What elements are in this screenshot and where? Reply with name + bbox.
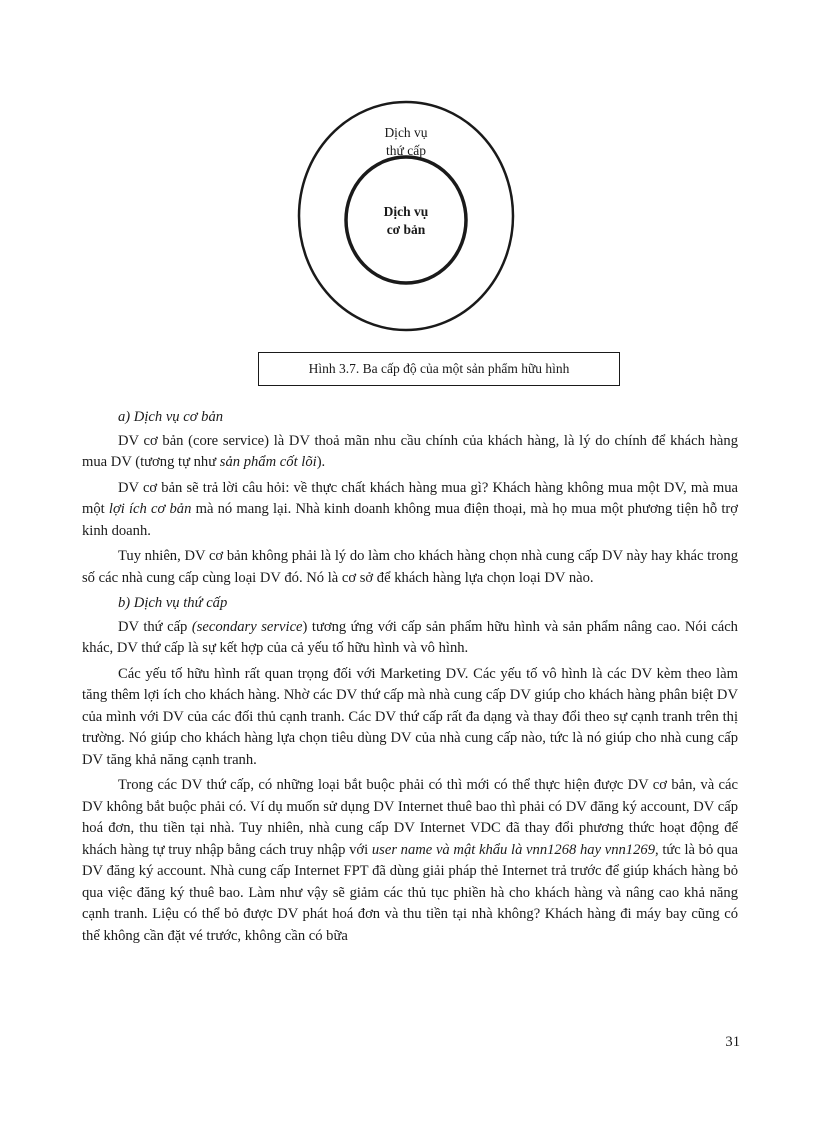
inner-label-line1: Dịch vụ (383, 204, 429, 219)
body-text (82, 407, 738, 951)
inner-label-line2: cơ bản (386, 222, 426, 237)
section-b-paragraph-3: Trong các DV thứ cấp, có những loại bắt buộc phải có thì mới có thể thực hiện được DV cơ bản, và các DV không bắt buộc phải có. Ví dụ muốn sử dụng DV Internet thuê bao thì phải có DV đăng ký account, DV cấp hoá đơn, thu tiền tại nhà. Tuy nhiên, nhà cung cấp DV Internet VDC đã thay đổi phương thức hoạt động để khách hàng tự truy nhập bằng cách truy nhập với user name và mật khẩu là vnn1268 hay vnn1269, tức là bỏ qua DV đăng ký account. Nhà cung cấp Internet FPT đã dùng giải pháp thẻ Internet trả trước để giúp khách hàng bỏ qua việc đăng ký thuê bao. Làm như vậy sẽ giảm các thủ tục phiền hà cho khách hàng và nâng cao khả năng cạnh tranh. Liệu có thể bỏ được DV phát hoá đơn và thu tiền tại nhà không? Khách hàng đi máy bay cũng có thể không cần đặt vé trước, không cần có bữa (82, 777, 738, 944)
service-levels-diagram (297, 100, 515, 332)
section-b-paragraph-1: DV thứ cấp (secondary service) tương ứng với cấp sản phẩm hữu hình và sản phẩm nâng cao. Nói cách khác, DV thứ cấp là sự kết hợp của cả yếu tố hữu hình và vô hình. (82, 618, 738, 656)
section-a-heading: a) Dịch vụ cơ bản (118, 409, 224, 425)
outer-label-line1: Dịch vụ (384, 125, 428, 140)
outer-label-line2: thứ cấp (386, 143, 426, 158)
figure-caption: Hình 3.7. Ba cấp độ của một sản phẩm hữu hình (258, 352, 620, 386)
section-a-paragraph-1: DV cơ bản (core service) là DV thoả mãn nhu cầu chính của khách hàng, là lý do chính để khách hàng mua DV (tương tự như sản phẩm cốt lõi). (82, 432, 738, 470)
section-b-paragraph-2: Các yếu tố hữu hình rất quan trọng đối với Marketing DV. Các yếu tố vô hình là các DV kèm theo làm tăng thêm lợi ích cho khách hàng. Nhờ các DV thứ cấp mà nhà cung cấp DV giúp cho khách hàng phân biệt DV của mình với DV của các đối thủ cạnh tranh. Các DV thứ cấp rất đa dạng và thay đổi theo sự cạnh tranh trên thị trường. Nó giúp cho khách hàng lựa chọn tiêu dùng DV của nhà cung cấp nào, tức là nó giúp cho nhà cung cấp DV tăng khả năng cạnh tranh. (82, 665, 738, 768)
section-a-paragraph-2: DV cơ bản sẽ trả lời câu hỏi: về thực chất khách hàng mua gì? Khách hàng không mua một DV, mà mua một lợi ích cơ bản mà nó mang lại. Nhà kinh doanh không mua điện thoại, mà họ mua một phương tiện hỗ trợ kinh doanh. (82, 479, 738, 539)
secondary-service-label (297, 124, 515, 160)
core-service-label (297, 203, 515, 239)
section-b-heading: b) Dịch vụ thứ cấp (118, 595, 228, 611)
section-a-paragraph-3: Tuy nhiên, DV cơ bản không phải là lý do làm cho khách hàng chọn nhà cung cấp DV này hay khác trong số các nhà cung cấp cùng loại DV đó. Nó là cơ sở để khách hàng lựa chọn loại DV nào. (82, 548, 738, 586)
page-number: 31 (725, 1034, 740, 1050)
